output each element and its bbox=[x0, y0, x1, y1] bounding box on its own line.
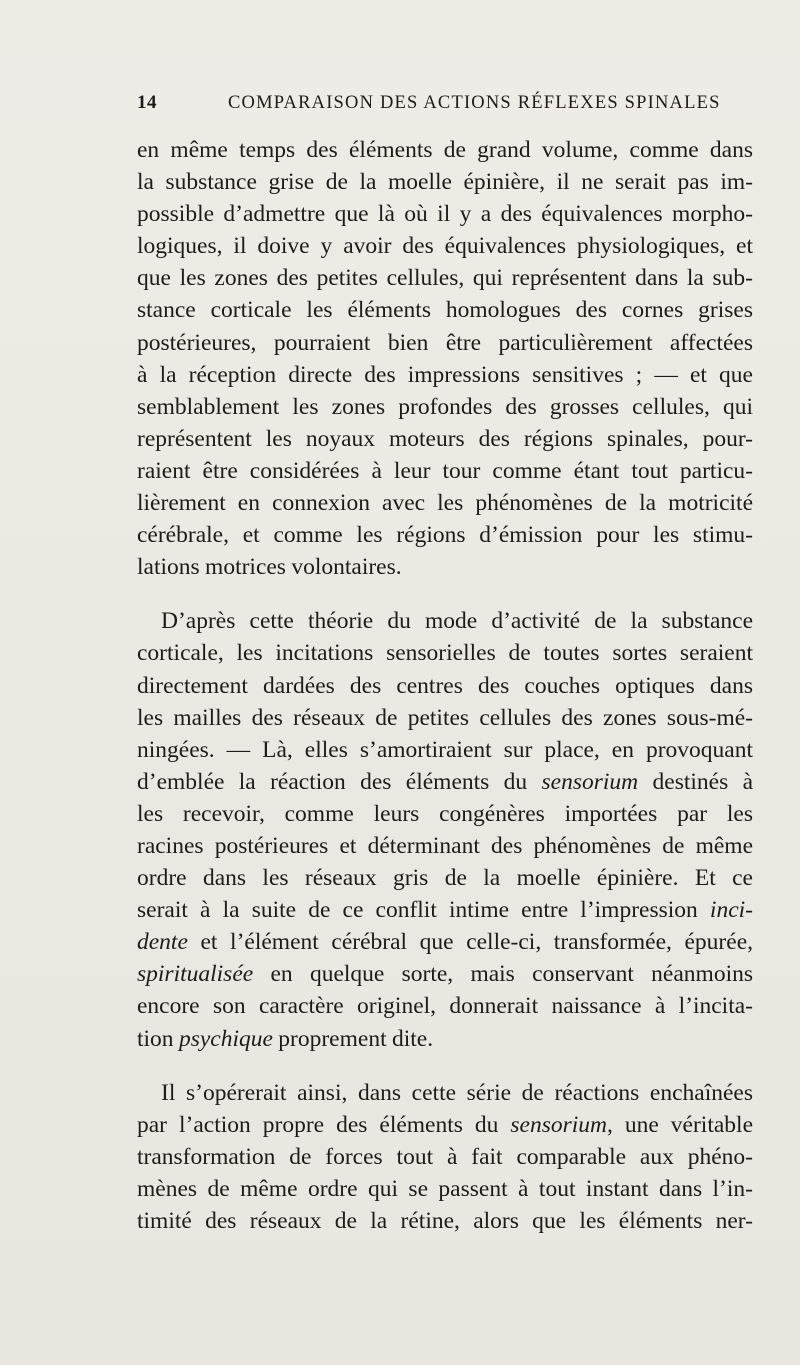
text-line: directement dardées des centres des couches optiques dans bbox=[137, 672, 753, 699]
paragraph-2 bbox=[137, 605, 753, 1054]
text-line: à la réception directe des impressions sensitives ; — et que bbox=[137, 361, 753, 388]
text-line: les recevoir, comme leurs congénères importées par les bbox=[137, 800, 753, 827]
text-line: timité des réseaux de la rétine, alors que les éléments ner- bbox=[137, 1208, 753, 1234]
text-line: postérieures, pourraient bien être particulièrement affectées bbox=[137, 329, 753, 356]
text-line: d’emblée la réaction des éléments du sensorium destinés à bbox=[137, 768, 753, 795]
text-line: lièrement en connexion avec les phénomènes de la motricité bbox=[137, 490, 753, 517]
text-line: par l’action propre des éléments du sensorium, une véritable bbox=[137, 1111, 753, 1138]
text-line: possible d’admettre que là où il y a des équivalences morpho- bbox=[137, 201, 753, 228]
paragraph-gap bbox=[137, 1055, 753, 1077]
paragraph-3 bbox=[137, 1077, 753, 1237]
text-line: cérébrale, et comme les régions d’émission pour les stimu- bbox=[137, 522, 753, 549]
text-line: mènes de même ordre qui se passent à tout instant dans l’in- bbox=[137, 1175, 753, 1202]
text-line: racines postérieures et déterminant des phénomènes de même bbox=[137, 832, 753, 859]
text-line: ordre dans les réseaux gris de la moelle épinière. Et ce bbox=[137, 865, 753, 892]
text-line: tion psychique proprement dite. bbox=[137, 1025, 434, 1052]
text-line: corticale, les incitations sensorielles de toutes sortes seraient bbox=[137, 640, 753, 667]
text-line: représentent les noyaux moteurs des régions spinales, pour- bbox=[137, 425, 753, 452]
running-head bbox=[0, 92, 800, 122]
text-line: que les zones des petites cellules, qui représentent dans la sub- bbox=[137, 265, 753, 292]
body-text bbox=[137, 134, 753, 1237]
paragraph-1 bbox=[137, 134, 753, 583]
text-line: ningées. — Là, elles s’amortiraient sur place, en provoquant bbox=[137, 736, 753, 763]
text-line: encore son caractère originel, donnerait naissance à l’incita- bbox=[137, 993, 753, 1020]
text-line: transformation de forces tout à fait comparable aux phéno- bbox=[137, 1143, 753, 1170]
text-line: stance corticale les éléments homologues des cornes grises bbox=[137, 297, 753, 324]
text-line: en même temps des éléments de grand volume, comme dans bbox=[137, 137, 753, 163]
text-line: logiques, il doive y avoir des équivalences physiologiques, et bbox=[137, 233, 753, 260]
text-line: serait à la suite de ce conflit intime entre l’impression inci- bbox=[137, 897, 753, 924]
text-line: spiritualisée en quelque sorte, mais conservant néanmoins bbox=[137, 961, 753, 988]
text-line: semblablement les zones profondes des grosses cellules, qui bbox=[137, 393, 753, 420]
text-line: raient être considérées à leur tour comme étant tout particu- bbox=[137, 457, 753, 484]
text-line: la substance grise de la moelle épinière, il ne serait pas im- bbox=[137, 169, 753, 196]
text-line: lations motrices volontaires. bbox=[137, 554, 402, 581]
text-line: dente et l’élément cérébral que celle-ci, transformée, épurée, bbox=[137, 929, 753, 956]
text-line: Il s’opérerait ainsi, dans cette série de réactions enchaînées bbox=[161, 1079, 753, 1106]
page-number: 14 bbox=[137, 92, 157, 113]
running-title: COMPARAISON DES ACTIONS RÉFLEXES SPINALES bbox=[228, 93, 721, 113]
text-line: les mailles des réseaux de petites cellules des zones sous-mé- bbox=[137, 704, 753, 731]
paragraph-gap bbox=[137, 583, 753, 605]
text-line: D’après cette théorie du mode d’activité de la substance bbox=[161, 608, 753, 635]
